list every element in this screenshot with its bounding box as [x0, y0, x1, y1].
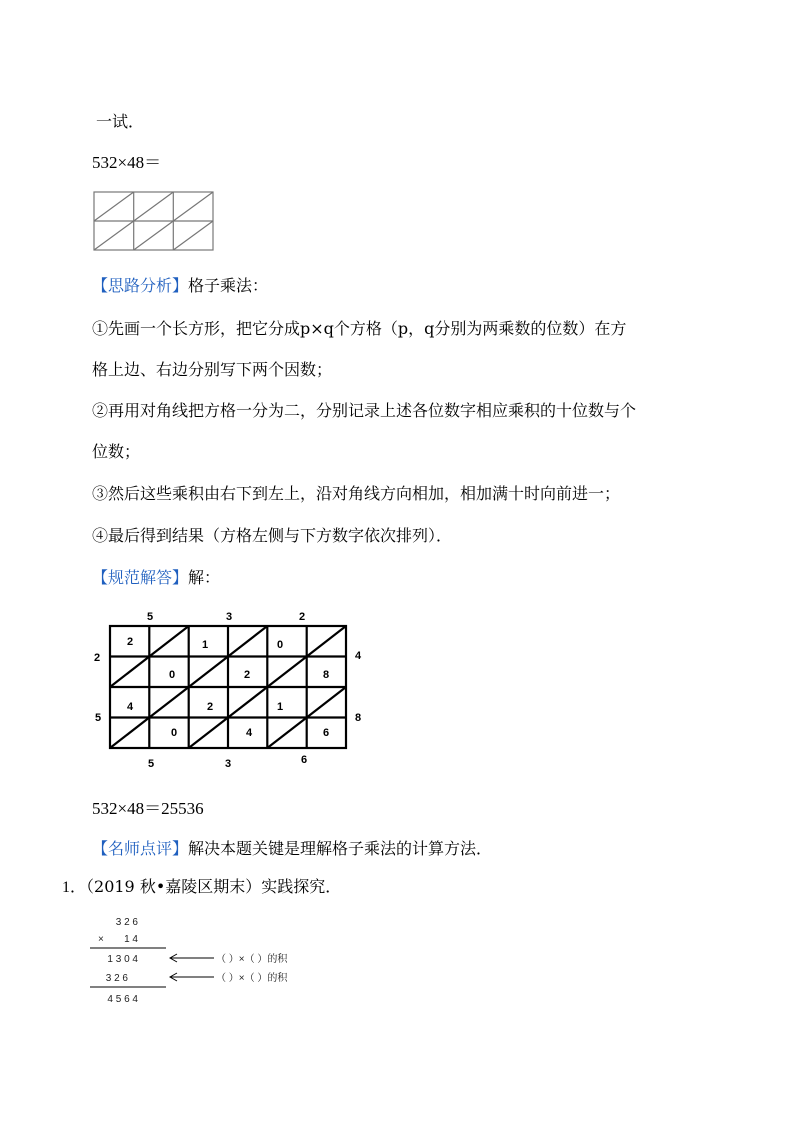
analysis-lead: 格子乘法：	[188, 276, 269, 295]
lattice-cell-tens: 4	[126, 701, 134, 713]
lattice-cell-tens: 2	[206, 701, 214, 713]
lattice-cell-tens: 1	[276, 701, 284, 713]
arrow-left-icon	[170, 973, 214, 981]
step-1-line-2: 格上边、右边分别写下两个因数；	[92, 360, 333, 379]
question-number: 1．	[62, 879, 87, 896]
vertical-multiplication-figure	[88, 910, 370, 1008]
lattice-grid	[110, 626, 346, 748]
review-heading: 【名师点评】	[92, 839, 189, 858]
lattice-cell-ones: 0	[168, 669, 176, 681]
lattice-top-digit: 5	[146, 611, 154, 623]
step-1-line-1: ①先画一个长方形，把它分成p×q个方格（p，q分别为两乘数的位数）在方	[92, 319, 627, 338]
partial-product-2: 3 2 6	[105, 973, 128, 984]
step-2-line-2: 位数；	[92, 442, 141, 461]
final-product: 4 5 6 4	[107, 994, 138, 1005]
question-line	[62, 874, 341, 897]
multiplicand: 3 2 6	[115, 917, 138, 928]
lattice-bottom-digit: 5	[147, 758, 155, 770]
factor-blanks-label-1: （ ）×（ ）的积	[216, 954, 288, 965]
step-3-mark: ③	[92, 484, 109, 503]
lattice-top-digit: 2	[298, 611, 306, 623]
step-3-line: ③然后这些乘积由右下到左上，沿对角线方向相加，相加满十时向前进一；	[92, 484, 621, 503]
factor-blanks-label-2: （ ）×（ ）的积	[216, 973, 288, 984]
review-line	[92, 836, 492, 859]
times-operator: ×	[98, 934, 104, 945]
step-2-line-1: ②再用对角线把方格一分为二，分别记录上述各位数字相应乘积的十位数与个	[92, 401, 637, 420]
question-source: （2019 秋•嘉陵区期末）	[86, 877, 262, 896]
empty-lattice-grid	[92, 190, 216, 252]
lattice-multiplication-diagram	[88, 606, 370, 774]
step-1-mark: ①	[92, 319, 109, 338]
arrow-left-icon	[170, 954, 214, 962]
step-2-mark: ②	[92, 401, 109, 420]
lattice-top-digit: 3	[225, 611, 233, 623]
solution-line	[92, 565, 220, 588]
step-4-line: ④最后得到结果（方格左侧与下方数字依次排列）．	[92, 526, 453, 545]
lattice-cell-ones: 8	[322, 669, 330, 681]
solution-heading: 【规范解答】	[92, 568, 189, 587]
lattice-cell-tens: 0	[276, 639, 284, 651]
analysis-line	[92, 273, 268, 296]
lattice-cell-ones: 4	[245, 727, 253, 739]
question-title: 实践探究．	[261, 877, 342, 896]
analysis-heading: 【思路分析】	[92, 276, 189, 295]
lattice-right-digit: 8	[354, 712, 362, 724]
lattice-left-digit: 2	[93, 652, 101, 664]
lattice-bottom-digit: 6	[300, 754, 308, 766]
lattice-cell-ones: 2	[243, 669, 251, 681]
result-expression: 532×48＝25536	[92, 799, 204, 818]
lattice-left-digit: 5	[94, 712, 102, 724]
lattice-cell-tens: 2	[126, 636, 134, 648]
review-text: 解决本题关键是理解格子乘法的计算方法．	[188, 839, 493, 858]
lattice-right-digit: 4	[354, 650, 362, 662]
lattice-bottom-digit: 3	[224, 758, 232, 770]
multiplier: 1 4	[124, 934, 138, 945]
lattice-cell-tens: 1	[201, 639, 209, 651]
lattice-cell-ones: 0	[170, 727, 178, 739]
lattice-cell-ones: 6	[322, 727, 330, 739]
partial-product-1: 1 3 0 4	[107, 954, 138, 965]
solution-lead: 解：	[188, 568, 221, 587]
problem-expression: 532×48＝	[92, 153, 162, 172]
intro-text: 一试．	[96, 112, 145, 131]
step-4-mark: ④	[92, 526, 109, 545]
